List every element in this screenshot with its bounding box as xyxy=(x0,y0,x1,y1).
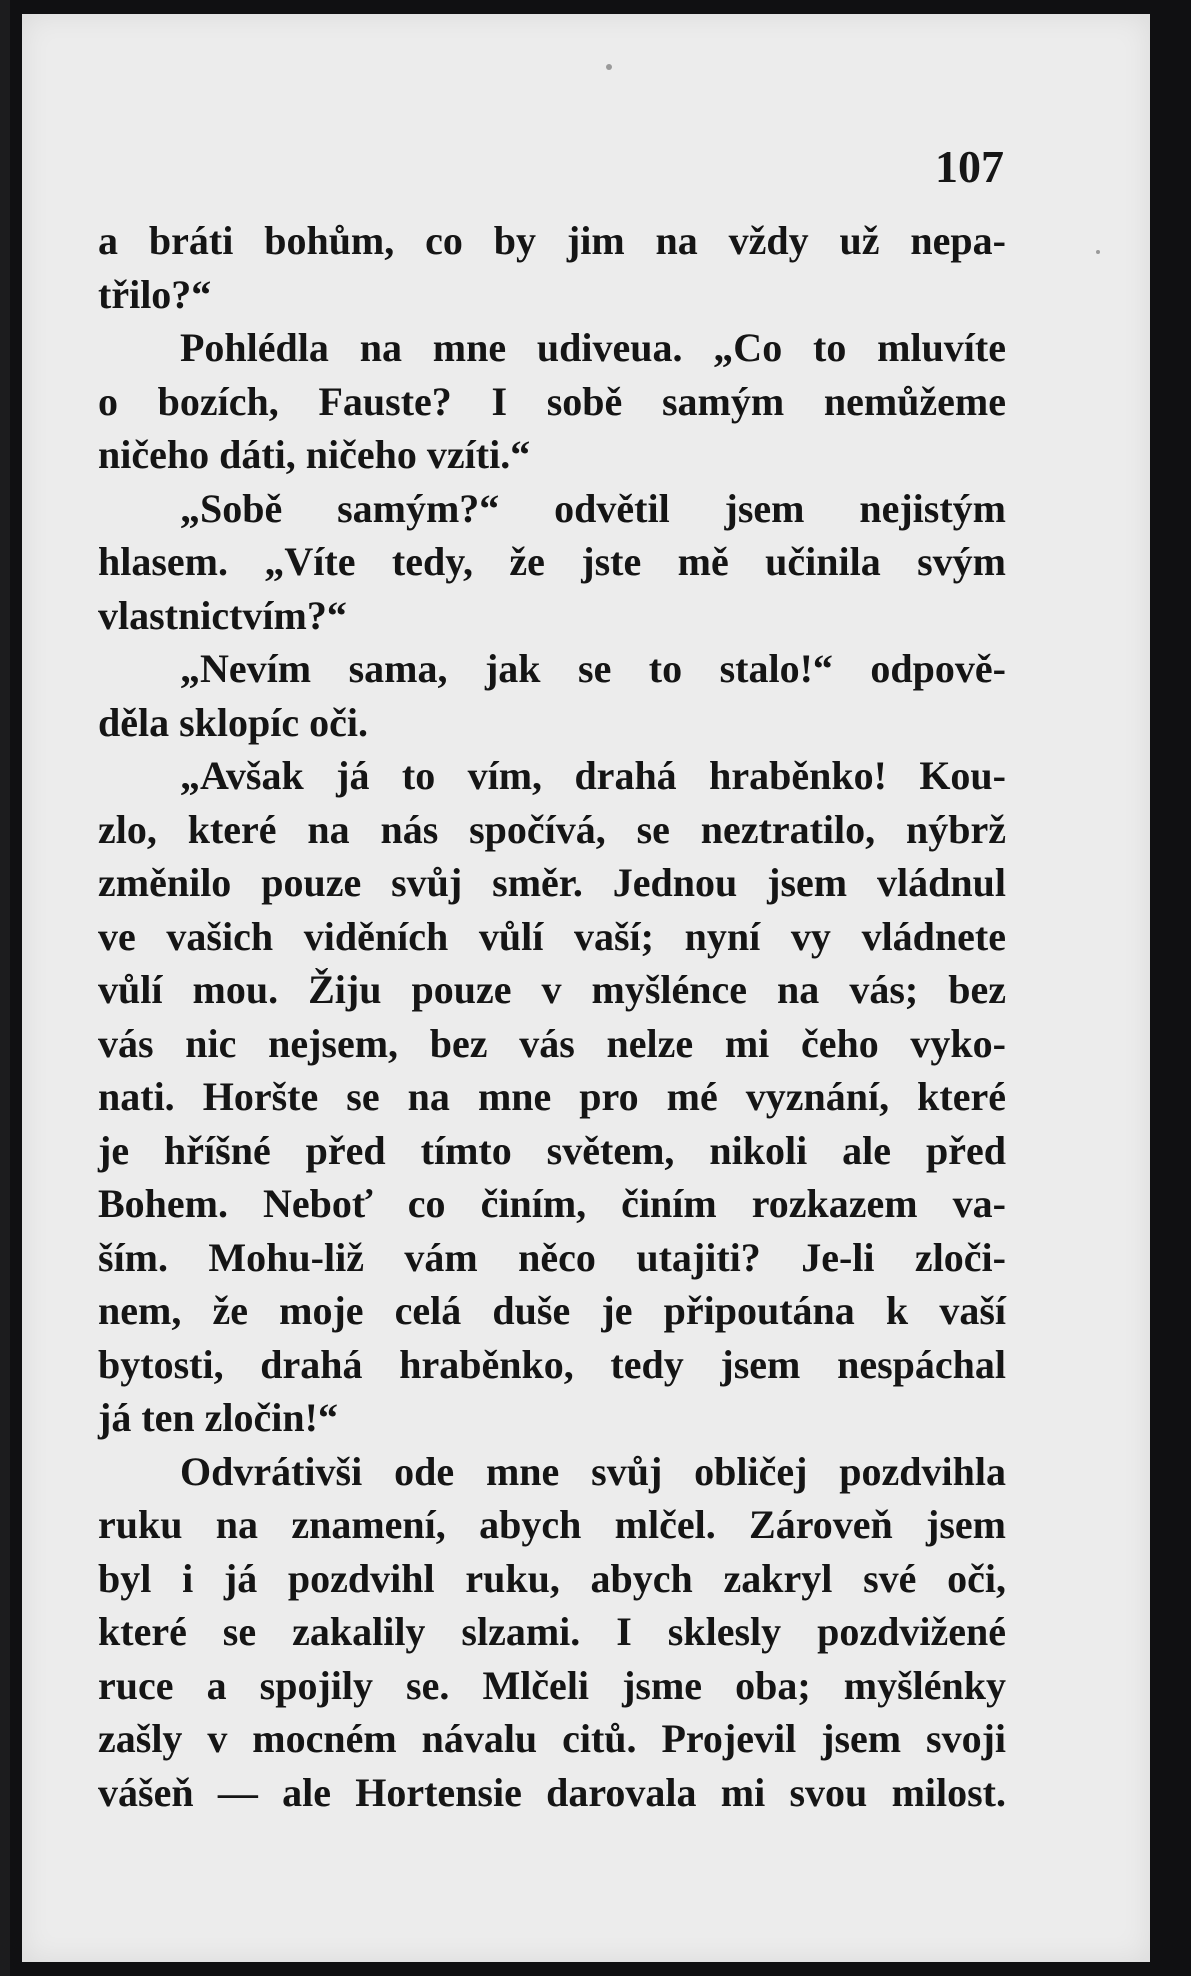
text-line: bytosti, drahá hraběnko, tedy jsem nespáchal xyxy=(98,1341,1006,1387)
text-line: nem, že moje celá duše je připoutána k vaší xyxy=(98,1288,1006,1333)
text-line: nati. Horšte se na mne pro mé vyznání, které xyxy=(98,1074,1006,1119)
text-line: ruce a spojily se. Mlčeli jsme oba; myšlénky xyxy=(98,1662,1006,1708)
paper-speck xyxy=(606,64,612,70)
paper-speck xyxy=(1096,250,1100,254)
text-line: Pohlédla na mne udiveua. „Co to mluvíte xyxy=(180,325,1006,370)
text-line: změnilo pouze svůj směr. Jednou jsem vládnul xyxy=(98,860,1006,905)
text-line: ruku na znamení, abych mlčel. Zároveň jsem xyxy=(98,1502,1006,1547)
text-line: zašly v mocném návalu citů. Projevil jsem svoji xyxy=(98,1716,1006,1761)
text-line: je hříšné před tímto světem, nikoli ale před xyxy=(98,1127,1006,1173)
book-edge xyxy=(0,0,10,1976)
body-text xyxy=(98,214,1006,1819)
text-line: hlasem. „Víte tedy, že jste mě učinila svým xyxy=(98,539,1006,584)
text-line: o bozích, Fauste? I sobě samým nemůžeme xyxy=(98,378,1006,424)
text-line: Bohem. Neboť co činím, činím rozkazem va- xyxy=(98,1181,1006,1226)
text-line: byl i já pozdvihl ruku, abych zakryl své oči, xyxy=(98,1555,1006,1601)
text-line: vůlí mou. Žiju pouze v myšlénce na vás; bez xyxy=(98,967,1006,1012)
text-line: děla sklopíc oči. xyxy=(98,699,369,745)
text-line: vášeň — ale Hortensie darovala mi svou milost. xyxy=(98,1769,1006,1815)
text-line: „Sobě samým?“ odvětil jsem nejistým xyxy=(180,485,1006,531)
text-line: zlo, které na nás spočívá, se neztratilo, nýbrž xyxy=(98,806,1006,852)
text-line: které se zakalily slzami. I sklesly pozdvižené xyxy=(98,1609,1006,1654)
text-line: třilo?“ xyxy=(98,271,212,317)
text-line: já ten zločin!“ xyxy=(98,1395,338,1440)
text-line: Odvrátivši ode mne svůj obličej pozdvihla xyxy=(180,1448,1006,1494)
text-line: vlastnictvím?“ xyxy=(98,592,347,638)
text-line: ším. Mohu-liž vám něco utajiti? Je-li zloči- xyxy=(98,1234,1006,1280)
text-line: „Avšak já to vím, drahá hraběnko! Kou- xyxy=(180,753,1006,798)
text-line: a bráti bohům, co by jim na vždy už nepa- xyxy=(98,218,1006,263)
text-line: ve vašich viděních vůlí vaší; nyní vy vládnete xyxy=(98,913,1006,959)
text-line: ničeho dáti, ničeho vzíti.“ xyxy=(98,432,531,477)
text-line: vás nic nejsem, bez vás nelze mi čeho vyko- xyxy=(98,1020,1006,1066)
text-line: „Nevím sama, jak se to stalo!“ odpově- xyxy=(180,646,1006,691)
page-number: 107 xyxy=(935,141,1004,192)
